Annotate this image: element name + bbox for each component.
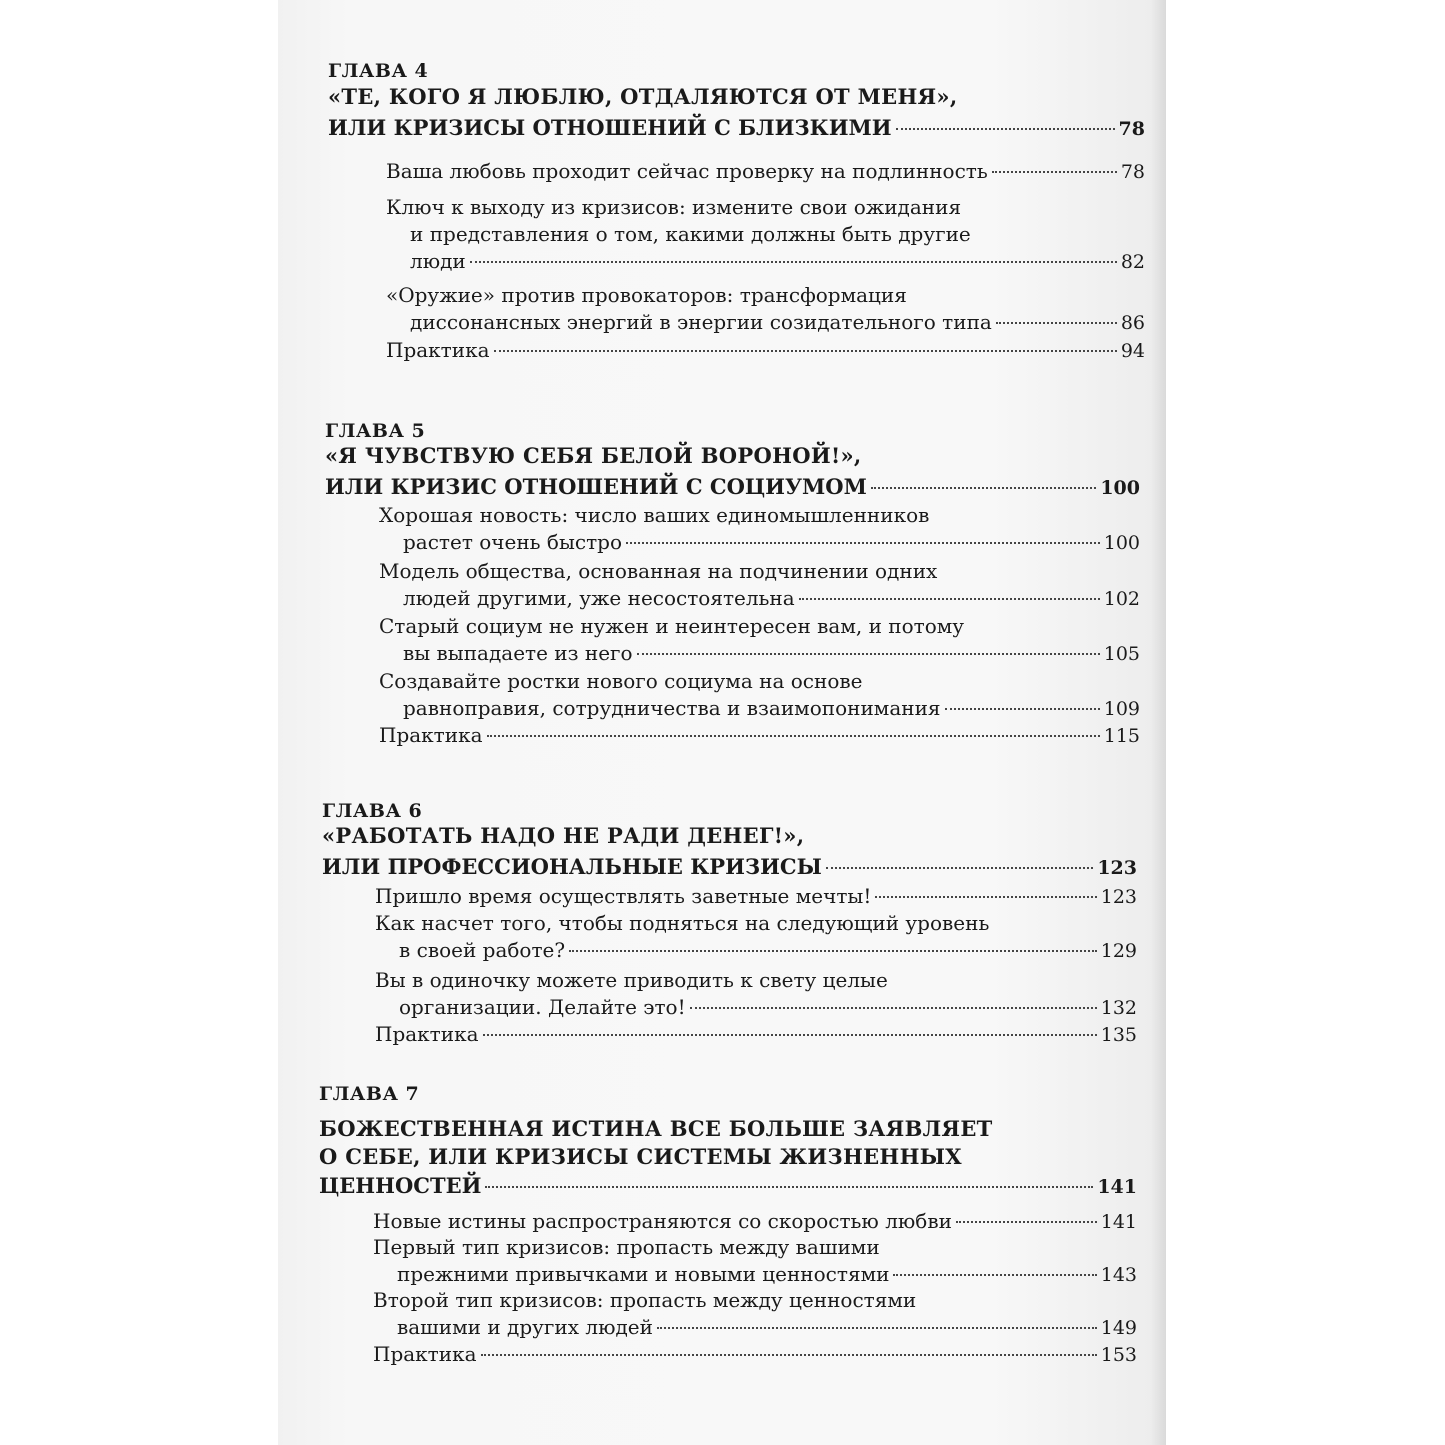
toc-entry[interactable] xyxy=(386,158,1145,186)
toc-entry[interactable] xyxy=(399,937,1137,965)
dot-leader xyxy=(956,1221,1097,1223)
chapter-title-entry[interactable] xyxy=(322,853,1137,882)
toc-entry[interactable] xyxy=(403,695,1140,723)
chapter-label: ГЛАВА 7 xyxy=(319,1083,420,1105)
chapter-title-entry-text: ИЛИ КРИЗИСЫ ОТНОШЕНИЙ С БЛИЗКИМИ xyxy=(328,115,892,140)
dot-leader xyxy=(945,708,1100,710)
page-number: 141 xyxy=(1100,1211,1137,1233)
toc-entry-text: организации. Делайте это! xyxy=(399,995,686,1019)
dot-leader xyxy=(690,1007,1097,1009)
page-number: 82 xyxy=(1120,251,1145,273)
toc-entry-text: растет очень быстро xyxy=(403,530,622,554)
page-number: 86 xyxy=(1120,312,1145,334)
page-number: 78 xyxy=(1118,118,1145,140)
toc-entry-text: Практика xyxy=(375,1022,479,1046)
page-number: 135 xyxy=(1100,1024,1137,1046)
page-number: 78 xyxy=(1120,161,1145,183)
toc-entry[interactable] xyxy=(379,722,1140,750)
chapter-label: ГЛАВА 4 xyxy=(328,60,429,82)
dot-leader xyxy=(871,487,1097,489)
chapter-label: ГЛАВА 5 xyxy=(325,420,426,442)
toc-entry[interactable] xyxy=(373,1208,1137,1236)
page-number: 149 xyxy=(1100,1317,1137,1339)
toc-entry-text: диссонансных энергий в энергии созидательного типа xyxy=(410,310,992,334)
dot-leader xyxy=(896,128,1115,130)
toc-entry-text: вашими и других людей xyxy=(397,1315,653,1339)
page-number: 143 xyxy=(1100,1264,1137,1286)
chapter-title-line: «РАБОТАТЬ НАДО НЕ РАДИ ДЕНЕГ!», xyxy=(322,823,805,848)
section-line: Ключ к выходу из кризисов: измените свои ожидания xyxy=(386,195,962,219)
dot-leader xyxy=(637,653,1100,655)
section-line: Как насчет того, чтобы подняться на следующий уровень xyxy=(375,911,990,935)
toc-entry-text: Практика xyxy=(379,723,483,747)
page-number: 123 xyxy=(1100,886,1137,908)
page-number: 123 xyxy=(1097,857,1137,879)
section-line: Модель общества, основанная на подчинении одних xyxy=(379,559,938,583)
dot-leader xyxy=(996,322,1117,324)
dot-leader xyxy=(569,950,1097,952)
toc-entry[interactable] xyxy=(410,248,1145,276)
toc-entry[interactable] xyxy=(373,1341,1137,1369)
dot-leader xyxy=(799,598,1100,600)
dot-leader xyxy=(470,261,1117,263)
toc-entry-text: люди xyxy=(410,249,466,273)
chapter-title-entry[interactable] xyxy=(328,114,1145,143)
dot-leader xyxy=(657,1327,1097,1329)
page-number: 141 xyxy=(1097,1176,1137,1198)
section-line: Хорошая новость: число ваших единомышленников xyxy=(379,503,930,527)
dot-leader xyxy=(487,735,1100,737)
dot-leader xyxy=(481,1354,1097,1356)
section-line: Старый социум не нужен и неинтересен вам, и потому xyxy=(379,614,965,638)
toc-entry-text: в своей работе? xyxy=(399,938,566,962)
toc-entry-text: людей другими, уже несостоятельна xyxy=(403,586,795,610)
toc-entry-text: Новые истины распространяются со скоростью любви xyxy=(373,1209,952,1233)
page-number: 102 xyxy=(1103,588,1140,610)
page-number: 109 xyxy=(1103,698,1140,720)
section-line: «Оружие» против провокаторов: трансформация xyxy=(386,283,907,307)
dot-leader xyxy=(893,1274,1096,1276)
page-number: 100 xyxy=(1100,477,1140,499)
dot-leader xyxy=(494,350,1117,352)
toc-entry-text: вы выпадаете из него xyxy=(403,641,633,665)
dot-leader xyxy=(826,867,1093,869)
toc-entry[interactable] xyxy=(375,883,1137,911)
toc-entry[interactable] xyxy=(403,640,1140,668)
toc-entry[interactable] xyxy=(403,585,1140,613)
dot-leader xyxy=(626,542,1100,544)
toc-entry-text: прежними привычками и новыми ценностями xyxy=(397,1262,890,1286)
chapter-title-line: О СЕБЕ, ИЛИ КРИЗИСЫ СИСТЕМЫ ЖИЗНЕННЫХ xyxy=(319,1144,962,1169)
chapter-title-entry[interactable] xyxy=(319,1172,1137,1201)
chapter-label: ГЛАВА 6 xyxy=(322,800,423,822)
dot-leader xyxy=(485,1186,1093,1188)
chapter-title-entry-text: ИЛИ ПРОФЕССИОНАЛЬНЫЕ КРИЗИСЫ xyxy=(322,854,822,879)
page-number: 105 xyxy=(1103,643,1140,665)
page-number: 132 xyxy=(1100,997,1137,1019)
toc-entry-text: Ваша любовь проходит сейчас проверку на подлинность xyxy=(386,159,988,183)
chapter-title-line: БОЖЕСТВЕННАЯ ИСТИНА ВСЕ БОЛЬШЕ ЗАЯВЛЯЕТ xyxy=(319,1116,993,1141)
page-number: 153 xyxy=(1100,1344,1137,1366)
page-number: 100 xyxy=(1103,532,1140,554)
toc-entry-text: Практика xyxy=(373,1342,477,1366)
toc-entry-text: равноправия, сотрудничества и взаимопонимания xyxy=(403,696,941,720)
page-number: 129 xyxy=(1100,940,1137,962)
toc-entry[interactable] xyxy=(397,1314,1137,1342)
chapter-title-line: «ТЕ, КОГО Я ЛЮБЛЮ, ОТДАЛЯЮТСЯ ОТ МЕНЯ», xyxy=(328,84,958,109)
section-line: Вы в одиночку можете приводить к свету целые xyxy=(375,968,888,992)
toc-entry[interactable] xyxy=(397,1261,1137,1289)
page-number: 115 xyxy=(1103,725,1140,747)
chapter-title-entry-text: ЦЕННОСТЕЙ xyxy=(319,1173,482,1198)
toc-entry[interactable] xyxy=(386,337,1145,365)
toc-entry-text: Пришло время осуществлять заветные мечты! xyxy=(375,884,872,908)
section-line: Второй тип кризисов: пропасть между ценностями xyxy=(373,1288,917,1312)
section-line: Первый тип кризисов: пропасть между вашими xyxy=(373,1235,880,1259)
chapter-title-entry-text: ИЛИ КРИЗИС ОТНОШЕНИЙ С СОЦИУМОМ xyxy=(325,474,867,499)
section-line: Создавайте ростки нового социума на основе xyxy=(379,669,863,693)
dot-leader xyxy=(992,171,1117,173)
section-line: и представления о том, какими должны быть другие xyxy=(410,222,971,246)
toc-entry-text: Практика xyxy=(386,338,490,362)
dot-leader xyxy=(875,896,1096,898)
toc-entry[interactable] xyxy=(410,309,1145,337)
toc-entry[interactable] xyxy=(375,1021,1137,1049)
page-number: 94 xyxy=(1120,340,1145,362)
toc-entry[interactable] xyxy=(399,994,1137,1022)
chapter-title-line: «Я ЧУВСТВУЮ СЕБЯ БЕЛОЙ ВОРОНОЙ!», xyxy=(325,443,862,468)
dot-leader xyxy=(483,1034,1097,1036)
toc-entry[interactable] xyxy=(403,529,1140,557)
chapter-title-entry[interactable] xyxy=(325,473,1140,502)
